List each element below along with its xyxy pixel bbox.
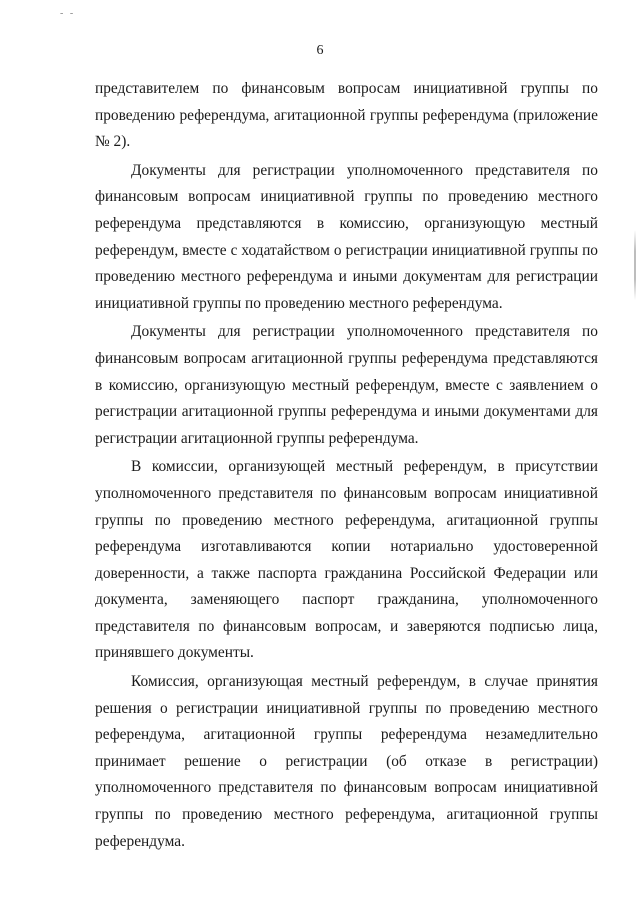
paragraph-commission-decision: Комиссия, организующая местный референдум, в случае принятия решения о регистрации инициативной группы по проведению местного референдума, агитационной группы референдума незамедлительно принимает решение о регистрации (об отказе в регистрации) уполномоченного представителя по финансовым вопросам инициативной группы по проведению местного референдума, агитационной группы референдума. <box>95 673 598 850</box>
paragraph-agitation-group-documents: Документы для регистрации уполномоченного представителя по финансовым вопросам агитационной группы референдума представляются в комиссию, организующую местный референдум, вместе с заявлением о регистрации агитационной группы референдума и иными документами для регистрации агитационной группы референдума. <box>95 323 598 447</box>
paragraph-initiative-group-documents: Документы для регистрации уполномоченного представителя по финансовым вопросам инициативной группы по проведению местного референдума представляются в комиссию, организующую местный референдум, вместе с ходатайством о регистрации инициативной группы по проведению местного референдума и иными документам для регистрации инициативной группы по проведению местного референдума. <box>95 161 598 312</box>
paragraph-document-copies: В комиссии, организующей местный референдум, в присутствии уполномоченного представителя по финансовым вопросам инициативной группы по проведению местного референдума, агитационной группы референдума изготавливаются копии нотариально удостоверенной доверенности, а также паспорта гражданина Российской Федерации или документа, заменяющего паспорт гражданина, уполномоченного представителя по финансовым вопросам, и заверяются подписью лица, принявшего документы. <box>95 458 598 662</box>
paragraph-continuation: представителем по финансовым вопросам инициативной группы по проведению референдума, агитационной группы референдума (приложение № 2). <box>95 80 598 151</box>
scan-edge-artifact <box>634 230 636 300</box>
page-number: 6 <box>316 43 324 58</box>
scan-artifact-mark: - - <box>60 8 76 19</box>
document-body <box>95 76 598 857</box>
